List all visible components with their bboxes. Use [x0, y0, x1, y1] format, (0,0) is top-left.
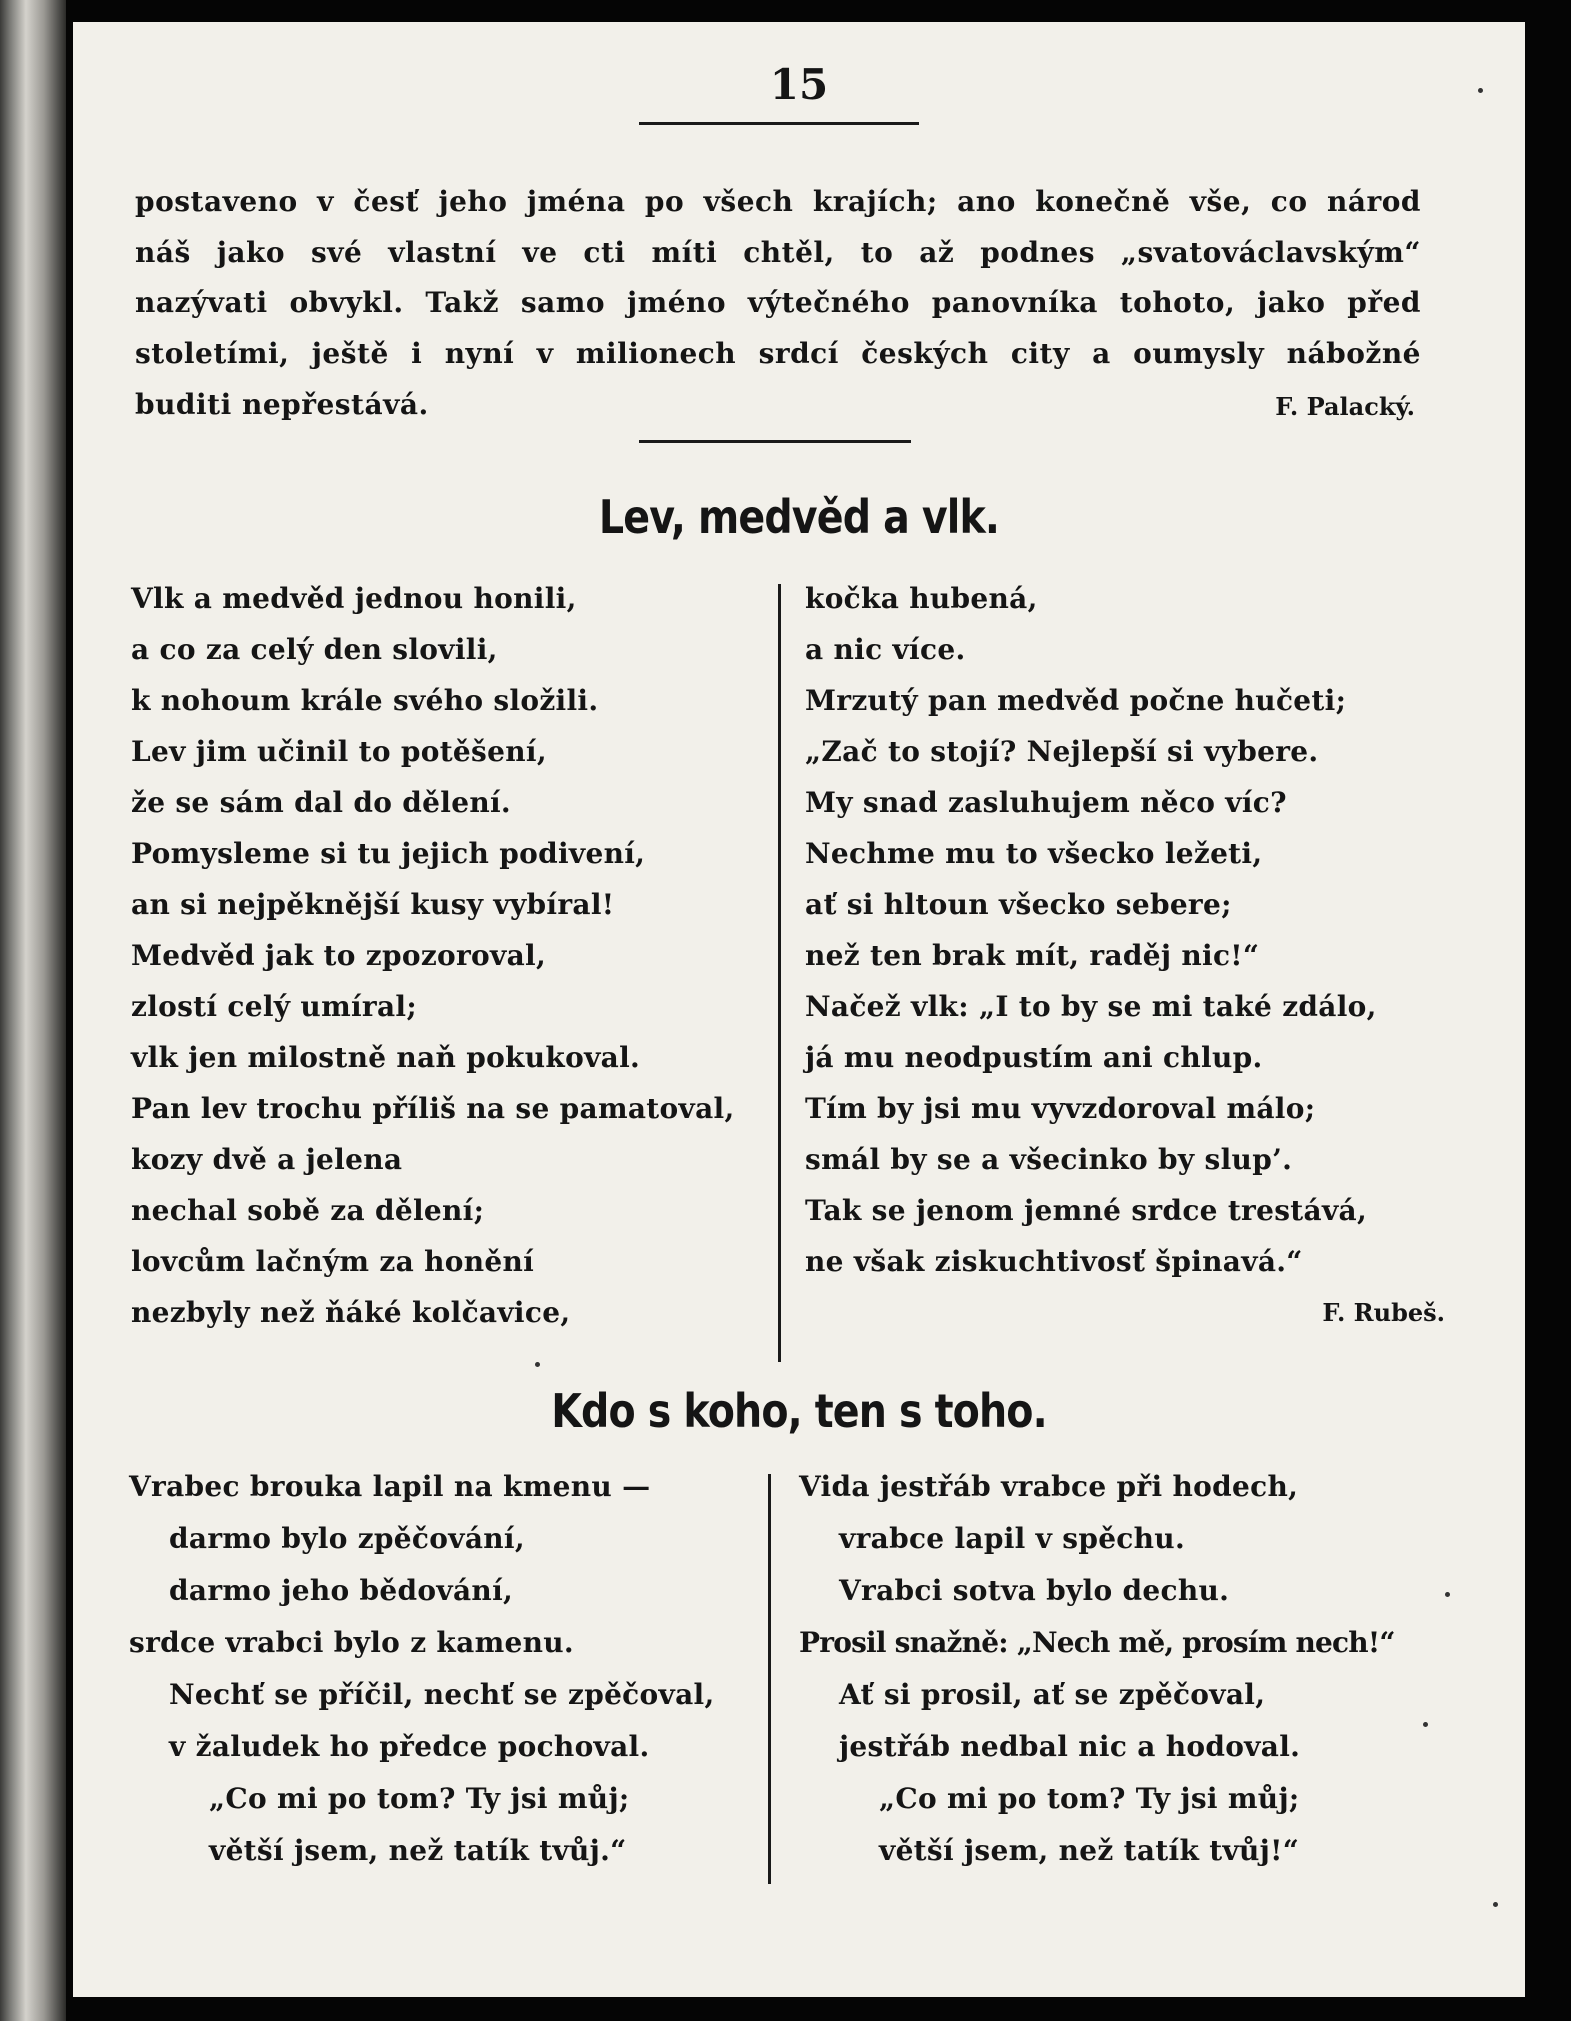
verse-line: Vlk a medvěd jednou honili,	[131, 582, 577, 615]
verse-line: „Co mi po tom? Ty jsi můj;	[879, 1782, 1300, 1815]
verse-line: než ten brak mít, raděj nic!“	[805, 939, 1260, 972]
verse-line: an si nejpěknější kusy vybíral!	[131, 888, 615, 921]
verse-line: Mrzutý pan medvěd počne hučeti;	[805, 684, 1347, 717]
verse-line: v žaludek ho předce pochoval.	[169, 1730, 650, 1763]
verse-line: smál by se a všecinko by slup’.	[805, 1143, 1293, 1176]
verse-line: Prosil snažně: „Nech mě, prosím nech!“	[799, 1626, 1395, 1659]
column-divider	[778, 584, 781, 1362]
verse-line: a co za celý den slovili,	[131, 633, 498, 666]
column-divider	[768, 1474, 771, 1884]
verse-line: Lev jim učinil to potěšení,	[131, 735, 547, 768]
verse-line: větší jsem, než tatík tvůj!“	[879, 1834, 1300, 1867]
prose-line: buditi nepřestává.	[135, 388, 429, 421]
verse-line: srdce vrabci bylo z kamenu.	[129, 1626, 574, 1659]
verse-line: Nechť se příčil, nechť se zpěčoval,	[169, 1678, 715, 1711]
verse-line: „Co mi po tom? Ty jsi můj;	[209, 1782, 630, 1815]
verse-line: darmo bylo zpěčování,	[169, 1522, 525, 1555]
verse-line: „Zač to stojí? Nejlepší si vybere.	[805, 735, 1319, 768]
verse-line: Vida jestřáb vrabce při hodech,	[799, 1470, 1299, 1503]
poem-author: F. Rubeš.	[1322, 1298, 1445, 1327]
verse-line: Tak se jenom jemné srdce trestává,	[805, 1194, 1368, 1227]
prose-line: postaveno v česť jeho jména po všech krajích; ano konečně vše, co národ	[135, 185, 1421, 218]
verse-line: jestřáb nedbal nic a hodoval.	[839, 1730, 1301, 1763]
verse-line: a nic více.	[805, 633, 966, 666]
verse-line: vlk jen milostně naň pokukoval.	[131, 1041, 641, 1074]
print-speck	[1445, 1592, 1450, 1597]
prose-line: náš jako své vlastní ve cti míti chtěl, to až podnes „svatováclavským“	[135, 236, 1421, 269]
verse-line: k nohoum krále svého složili.	[131, 684, 599, 717]
print-speck	[535, 1362, 540, 1367]
section-rule	[639, 440, 911, 443]
poem-title: Lev, medvěd a vlk.	[598, 490, 1000, 544]
book-page	[73, 22, 1525, 1997]
verse-line: nechal sobě za dělení;	[131, 1194, 485, 1227]
verse-line: Pan lev trochu příliš na se pamatoval,	[131, 1092, 735, 1125]
prose-line: stoletími, ještě i nyní v milionech srdcí českých city a oumysly nábožné	[135, 337, 1421, 370]
verse-line: Nechme mu to všecko ležeti,	[805, 837, 1263, 870]
verse-line: že se sám dal do dělení.	[131, 786, 511, 819]
prose-author: F. Palacký.	[1275, 392, 1415, 421]
verse-line: Medvěd jak to zpozoroval,	[131, 939, 547, 972]
verse-line: kočka hubená,	[805, 582, 1038, 615]
verse-line: zlostí celý umíral;	[131, 990, 418, 1023]
verse-line: Tím by jsi mu vyvzdoroval málo;	[805, 1092, 1316, 1125]
verse-line: Vrabci sotva bylo dechu.	[839, 1574, 1230, 1607]
verse-line: vrabce lapil v spěchu.	[839, 1522, 1186, 1555]
page-number: 15	[769, 60, 829, 109]
verse-line: My snad zasluhujem něco víc?	[805, 786, 1287, 819]
print-speck	[1423, 1722, 1428, 1727]
verse-line: větší jsem, než tatík tvůj.“	[209, 1834, 627, 1867]
verse-line: Ať si prosil, ať se zpěčoval,	[839, 1678, 1266, 1711]
verse-line: Načež vlk: „I to by se mi také zdálo,	[805, 990, 1377, 1023]
prose-line: nazývati obvykl. Takž samo jméno výtečného panovníka tohoto, jako před	[135, 286, 1421, 319]
verse-line: ať si hltoun všecko sebere;	[805, 888, 1232, 921]
verse-line: nezbyly než ňáké kolčavice,	[131, 1296, 571, 1329]
poem-title: Kdo s koho, ten s toho.	[551, 1384, 1047, 1438]
print-speck	[1478, 88, 1483, 93]
verse-line: Pomysleme si tu jejich podivení,	[131, 837, 646, 870]
header-rule	[639, 122, 919, 125]
verse-line: darmo jeho bědování,	[169, 1574, 514, 1607]
verse-line: já mu neodpustím ani chlup.	[805, 1041, 1263, 1074]
verse-line: kozy dvě a jelena	[131, 1143, 403, 1176]
print-speck	[1493, 1902, 1498, 1907]
verse-line: lovcům lačným za honění	[131, 1245, 535, 1278]
book-gutter-edge	[0, 0, 66, 2021]
verse-line: Vrabec brouka lapil na kmenu —	[129, 1470, 651, 1503]
verse-line: ne však ziskuchtivosť špinavá.“	[805, 1245, 1303, 1278]
